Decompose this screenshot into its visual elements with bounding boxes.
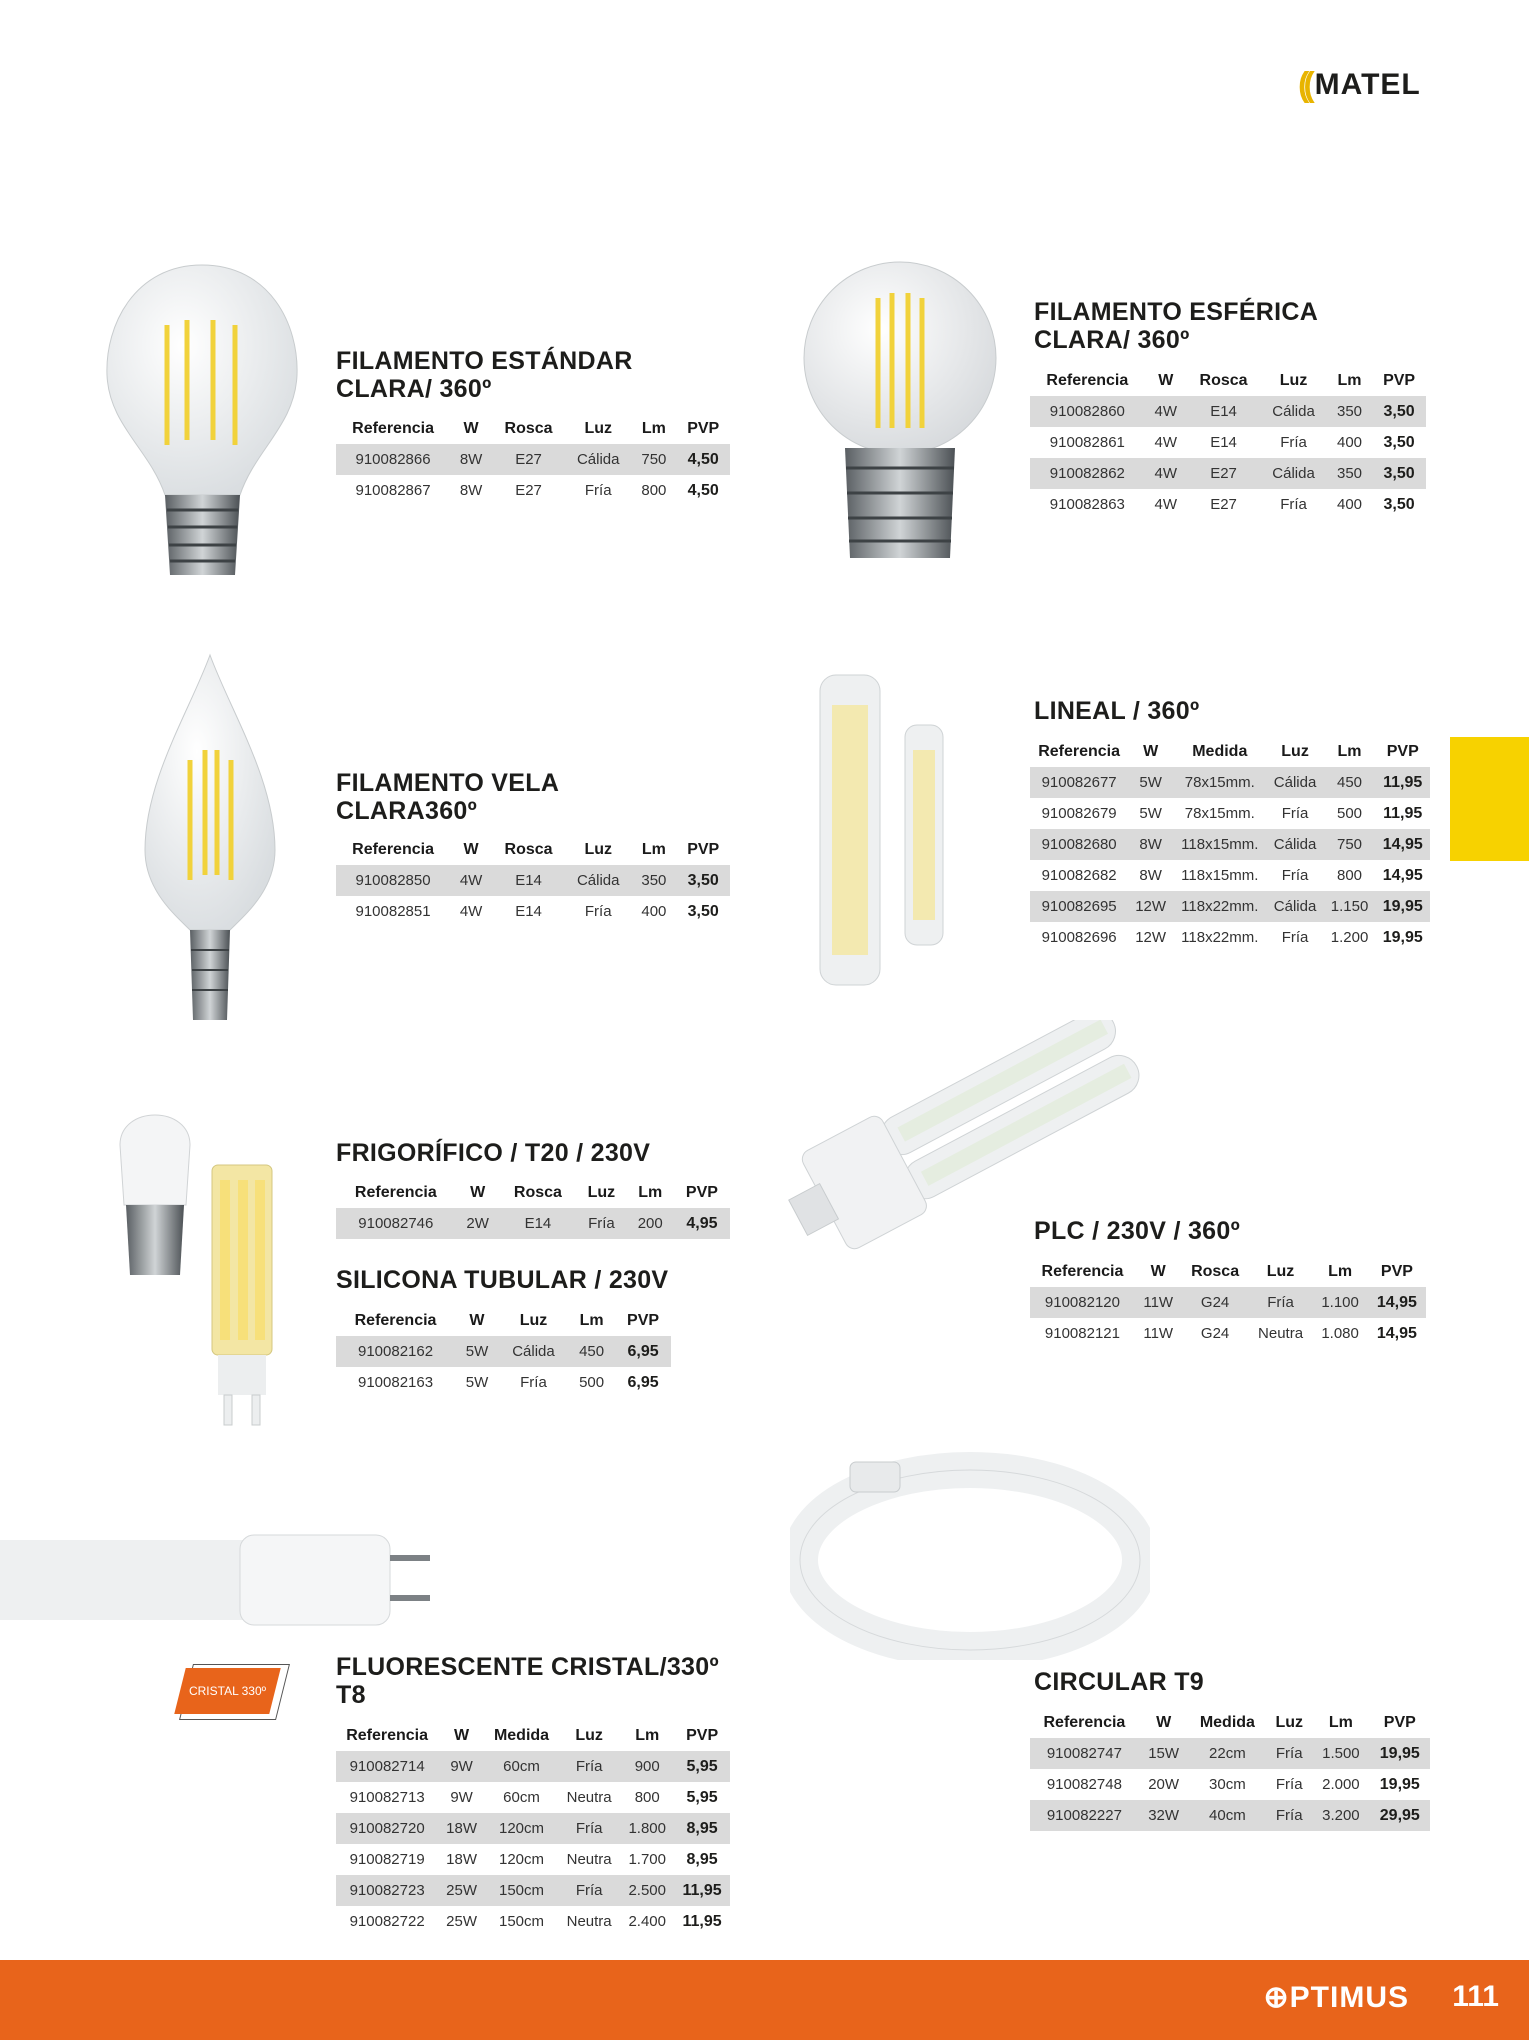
column-header: Luz	[1279, 371, 1308, 389]
table-row	[1030, 860, 1430, 891]
brand-mark-icon: ((	[1298, 66, 1309, 104]
table-cell: 8W	[1128, 829, 1173, 860]
table-plc	[1030, 1256, 1426, 1349]
price-cell: 4,95	[674, 1208, 730, 1239]
table-cell: 400	[641, 903, 667, 920]
table-cell: E14	[1210, 434, 1237, 451]
price-cell: 29,95	[1370, 1800, 1430, 1831]
table-row	[336, 896, 730, 927]
column-header: PVP	[687, 840, 720, 858]
table-header-row	[336, 413, 730, 444]
price-cell: 8,95	[674, 1813, 730, 1844]
price-cell: 19,95	[1375, 891, 1430, 922]
footer-brand: ⊕PTIMUS	[1263, 1981, 1409, 2014]
table-row	[336, 444, 730, 475]
table-filamento-esferica	[1030, 365, 1426, 520]
table-cell: Neutra	[566, 1789, 612, 1806]
table-cell: 5W	[465, 1374, 489, 1391]
column-header: Medida	[1199, 1713, 1255, 1731]
table-cell: 910082163	[358, 1374, 434, 1391]
column-header: Luz	[587, 1183, 616, 1201]
column-header: Referencia	[1038, 742, 1121, 760]
table-cell: 20W	[1148, 1776, 1180, 1793]
bulb-sphere-image	[800, 258, 1000, 573]
table-cell: Fría	[1280, 496, 1307, 513]
title-filamento-vela: FILAMENTO VELA CLARA360º	[336, 769, 560, 825]
column-header: Luz	[1281, 742, 1309, 760]
table-cell: G24	[1182, 1287, 1249, 1318]
table-cell: E14	[515, 903, 542, 920]
table-cell: 910082862	[1030, 458, 1145, 489]
table-cell: 150cm	[485, 1875, 558, 1906]
table-row	[336, 1782, 730, 1813]
table-cell: 910082680	[1030, 829, 1128, 860]
price-cell: 19,95	[1379, 1775, 1420, 1793]
table-cell: 400	[1337, 496, 1363, 513]
table-row	[1030, 458, 1426, 489]
price-cell: 5,95	[674, 1751, 730, 1782]
price-cell: 3,50	[1372, 458, 1426, 489]
table-cell: 910082723	[336, 1875, 438, 1906]
table-cell: Cálida	[1267, 767, 1324, 798]
price-cell: 6,95	[627, 1373, 659, 1391]
table-cell: 910082722	[349, 1913, 425, 1930]
table-cell: Fría	[1281, 805, 1309, 822]
table-header-row	[336, 834, 730, 865]
column-header: PVP	[686, 1726, 719, 1744]
table-row	[1030, 427, 1426, 458]
table-row	[1030, 1800, 1430, 1831]
price-cell: 14,95	[1368, 1287, 1426, 1318]
column-header: W	[454, 1726, 470, 1744]
table-cell: 4W	[1145, 396, 1187, 427]
column-header: Medida	[493, 1726, 550, 1744]
table-cell: Neutra	[1258, 1325, 1304, 1342]
price-cell: 11,95	[1383, 804, 1423, 822]
table-cell: 30cm	[1209, 1776, 1246, 1793]
t8-tube-image	[0, 1510, 440, 1660]
table-cell: 750	[1324, 829, 1376, 860]
column-header: Lm	[579, 1311, 604, 1329]
table-cell: 450	[568, 1336, 615, 1367]
table-cell: 910082861	[1049, 434, 1125, 451]
table-cell: 910082719	[349, 1851, 425, 1868]
table-cell: 1.100	[1312, 1287, 1367, 1318]
table-cell: 78x15mm.	[1184, 805, 1255, 822]
column-header: PVP	[1380, 1262, 1413, 1280]
price-cell: 14,95	[1382, 866, 1423, 884]
table-row	[336, 1208, 730, 1239]
table-cell: 910082713	[349, 1789, 425, 1806]
table-cell: 120cm	[485, 1813, 558, 1844]
section-side-tab	[1450, 737, 1529, 861]
table-cell: 2.400	[628, 1913, 666, 1930]
title-circular: CIRCULAR T9	[1034, 1668, 1204, 1696]
column-header: Rosca	[513, 1183, 562, 1201]
column-header: W	[1143, 742, 1159, 760]
price-cell: 3,50	[1372, 396, 1426, 427]
table-cell: Cálida	[565, 865, 631, 896]
column-header: Medida	[1192, 742, 1248, 760]
table-row	[1030, 798, 1430, 829]
table-cell: 120cm	[498, 1851, 545, 1868]
table-cell: Neutra	[566, 1851, 612, 1868]
column-header: Rosca	[504, 840, 553, 858]
table-cell: 2.000	[1322, 1776, 1360, 1793]
column-header: Referencia	[1041, 1262, 1124, 1280]
column-header: PVP	[1383, 371, 1416, 389]
table-row	[1030, 891, 1430, 922]
column-header: Luz	[575, 1726, 603, 1744]
title-lineal: LINEAL / 360º	[1034, 697, 1200, 725]
table-row	[336, 1906, 730, 1937]
table-circular	[1030, 1707, 1430, 1831]
table-cell: Fría	[1275, 1776, 1303, 1793]
table-filamento-vela	[336, 834, 730, 927]
table-row	[336, 1875, 730, 1906]
table-row	[336, 1751, 730, 1782]
table-cell: 4W	[1154, 434, 1178, 451]
column-header: PVP	[685, 1183, 718, 1201]
table-cell: 800	[1337, 867, 1363, 884]
table-cell: 12W	[1128, 891, 1173, 922]
price-cell: 3,50	[676, 865, 730, 896]
table-header-row	[336, 1177, 730, 1208]
table-cell: Cálida	[1267, 829, 1324, 860]
table-cell: Cálida	[1260, 458, 1327, 489]
table-cell: 9W	[450, 1789, 473, 1806]
column-header: Lm	[641, 840, 666, 858]
column-header: Referencia	[352, 840, 434, 858]
brand-name: MATEL	[1314, 68, 1421, 101]
table-cell: 12W	[1135, 929, 1167, 946]
table-cell: 200	[627, 1208, 674, 1239]
price-cell: 11,95	[674, 1875, 730, 1906]
table-cell: 500	[1337, 805, 1363, 822]
table-cell: 350	[1327, 396, 1372, 427]
table-cell: Fría	[1266, 1800, 1312, 1831]
table-cell: 118x15mm.	[1173, 829, 1266, 860]
column-header: Referencia	[346, 1726, 429, 1744]
column-header: W	[1158, 371, 1174, 389]
table-cell: 18W	[438, 1813, 485, 1844]
table-row	[336, 1844, 730, 1875]
table-row	[336, 1336, 671, 1367]
table-cell: 800	[634, 1789, 660, 1806]
column-header: PVP	[1386, 742, 1419, 760]
table-row	[1030, 1318, 1426, 1349]
table-row	[336, 1367, 671, 1398]
table-cell: 25W	[438, 1875, 485, 1906]
table-cell: 910082850	[336, 865, 450, 896]
price-cell: 14,95	[1375, 829, 1430, 860]
price-cell: 11,95	[682, 1912, 722, 1930]
price-cell: 4,50	[687, 481, 719, 499]
table-row	[336, 1813, 730, 1844]
cristal-badge	[180, 1668, 275, 1714]
table-cell: Fría	[558, 1751, 620, 1782]
bulb-candle-image	[135, 650, 285, 1030]
table-cell: Cálida	[499, 1336, 568, 1367]
table-cell: Fría	[1266, 1738, 1312, 1769]
table-cell: 910082677	[1030, 767, 1128, 798]
table-cell: 8W	[459, 482, 483, 499]
table-cell: 350	[1327, 458, 1372, 489]
table-row	[1030, 489, 1426, 520]
table-cell: 11W	[1135, 1287, 1182, 1318]
table-cell: 910082866	[336, 444, 450, 475]
table-cell: 910082120	[1030, 1287, 1135, 1318]
price-cell: 4,50	[676, 444, 730, 475]
circular-lamp-image	[790, 1450, 1150, 1660]
title-plc: PLC / 230V / 360º	[1034, 1217, 1241, 1245]
column-header: W	[463, 419, 479, 437]
price-cell: 3,50	[1383, 433, 1415, 451]
title-fluorescente: FLUORESCENTE CRISTAL/330º T8	[336, 1653, 719, 1709]
table-cell: 9W	[438, 1751, 485, 1782]
column-header: Lm	[1337, 742, 1362, 760]
table-cell: Cálida	[1260, 396, 1327, 427]
cristal-badge-label: CRISTAL 330º	[188, 1684, 267, 1698]
table-header-row	[1030, 1707, 1430, 1738]
table-cell: 5W	[1139, 805, 1162, 822]
column-header: W	[469, 1311, 485, 1329]
column-header: Lm	[641, 419, 666, 437]
table-cell: Fría	[584, 482, 612, 499]
table-row	[1030, 922, 1430, 953]
table-row	[1030, 1769, 1430, 1800]
table-cell: 750	[631, 444, 676, 475]
table-filamento-estandar	[336, 413, 730, 506]
table-cell: 118x22mm.	[1173, 891, 1266, 922]
table-cell: 3.200	[1312, 1800, 1369, 1831]
table-cell: 910082851	[355, 903, 431, 920]
column-header: Lm	[1328, 1713, 1353, 1731]
column-header: PVP	[687, 419, 720, 437]
table-cell: 2.500	[620, 1875, 674, 1906]
price-cell: 3,50	[1383, 495, 1415, 513]
column-header: Luz	[519, 1311, 548, 1329]
table-cell: 11W	[1143, 1325, 1174, 1342]
table-cell: 910082121	[1044, 1325, 1120, 1342]
table-cell: 5W	[1128, 767, 1173, 798]
table-cell: 32W	[1139, 1800, 1189, 1831]
table-cell: Fría	[520, 1374, 547, 1391]
bulb-standard-image	[95, 255, 310, 595]
table-cell: 450	[1324, 767, 1376, 798]
table-cell: 910082863	[1049, 496, 1125, 513]
table-cell: 150cm	[498, 1913, 545, 1930]
table-cell: 1.080	[1321, 1325, 1359, 1342]
table-cell: Neutra	[566, 1913, 612, 1930]
column-header: Rosca	[1199, 371, 1248, 389]
column-header: Referencia	[354, 1183, 437, 1201]
price-cell: 11,95	[1375, 767, 1430, 798]
column-header: W	[463, 840, 479, 858]
table-row	[1030, 1738, 1430, 1769]
table-cell: 400	[1337, 434, 1363, 451]
column-header: Lm	[635, 1726, 660, 1744]
table-cell: 910082679	[1041, 805, 1117, 822]
column-header: Rosca	[504, 419, 553, 437]
table-cell: Fría	[1281, 867, 1309, 884]
table-cell: 118x22mm.	[1181, 929, 1259, 946]
table-cell: 910082746	[336, 1208, 456, 1239]
table-cell: Fría	[1280, 434, 1307, 451]
table-cell: 60cm	[485, 1751, 558, 1782]
table-cell: 78x15mm.	[1173, 767, 1266, 798]
table-cell: E14	[500, 1208, 577, 1239]
table-cell: E27	[515, 482, 542, 499]
table-cell: 25W	[446, 1913, 478, 1930]
table-cell: 910082720	[336, 1813, 438, 1844]
page-number: 111	[1452, 1980, 1499, 2013]
table-cell: 2W	[456, 1208, 500, 1239]
column-header: Luz	[1266, 1262, 1295, 1280]
title-filamento-esferica: FILAMENTO ESFÉRICA CLARA/ 360º	[1034, 298, 1319, 354]
table-header-row	[336, 1305, 671, 1336]
table-cell: Fría	[1281, 929, 1309, 946]
table-cell: 900	[620, 1751, 674, 1782]
table-cell: 8W	[450, 444, 492, 475]
table-cell: 910082714	[336, 1751, 438, 1782]
table-cell: 1.800	[620, 1813, 674, 1844]
price-cell: 6,95	[615, 1336, 671, 1367]
table-cell: 8W	[1139, 867, 1162, 884]
table-cell: 4W	[450, 865, 492, 896]
table-cell: 60cm	[503, 1789, 540, 1806]
table-row	[1030, 1287, 1426, 1318]
table-cell: 1.500	[1312, 1738, 1369, 1769]
price-cell: 3,50	[687, 902, 719, 920]
table-row	[1030, 829, 1430, 860]
table-cell: 500	[579, 1374, 605, 1391]
table-cell: 18W	[446, 1851, 478, 1868]
table-row	[1030, 396, 1426, 427]
table-cell: 910082867	[355, 482, 431, 499]
table-cell: 40cm	[1188, 1800, 1266, 1831]
table-cell: 15W	[1139, 1738, 1189, 1769]
table-lineal	[1030, 736, 1430, 953]
table-cell: E27	[1187, 458, 1260, 489]
table-row	[1030, 767, 1430, 798]
table-cell: 910082227	[1030, 1800, 1139, 1831]
table-cell: 4W	[1154, 496, 1178, 513]
price-cell: 19,95	[1370, 1738, 1430, 1769]
footer-bar	[0, 1960, 1529, 2040]
column-header: Referencia	[354, 1311, 437, 1329]
table-cell: 910082747	[1030, 1738, 1139, 1769]
table-cell: Fría	[1249, 1287, 1313, 1318]
table-cell: 5W	[455, 1336, 499, 1367]
column-header: Rosca	[1191, 1262, 1240, 1280]
table-cell: E14	[1187, 396, 1260, 427]
table-cell: 910082682	[1041, 867, 1117, 884]
table-fluorescente	[336, 1720, 730, 1937]
lineal-lamps-image	[800, 665, 975, 995]
column-header: Luz	[584, 840, 612, 858]
title-frigorifico: FRIGORÍFICO / T20 / 230V	[336, 1139, 651, 1167]
table-cell: 118x15mm.	[1181, 867, 1259, 884]
column-header: Luz	[584, 419, 612, 437]
table-header-row	[336, 1720, 730, 1751]
table-cell: 22cm	[1188, 1738, 1266, 1769]
table-cell: 1.150	[1324, 891, 1376, 922]
title-filamento-estandar: FILAMENTO ESTÁNDAR CLARA/ 360º	[336, 347, 633, 403]
price-cell: 19,95	[1382, 928, 1423, 946]
price-cell: 14,95	[1376, 1324, 1417, 1342]
table-header-row	[1030, 365, 1426, 396]
table-cell: 1.200	[1330, 929, 1369, 946]
column-header: PVP	[1383, 1713, 1416, 1731]
table-cell: E27	[492, 444, 565, 475]
column-header: Lm	[1328, 1262, 1353, 1280]
table-cell: 350	[631, 865, 676, 896]
brand-logo	[1298, 68, 1421, 102]
table-cell: Cálida	[565, 444, 631, 475]
fridge-silicone-image	[100, 1095, 290, 1435]
table-frigorifico	[336, 1177, 730, 1239]
table-header-row	[1030, 736, 1430, 767]
table-row	[336, 475, 730, 506]
column-header: Referencia	[1043, 1713, 1126, 1731]
column-header: PVP	[627, 1311, 660, 1329]
table-cell: 1.700	[628, 1851, 666, 1868]
price-cell: 5,95	[686, 1788, 718, 1806]
column-header: Lm	[1337, 371, 1362, 389]
column-header: Luz	[1275, 1713, 1303, 1731]
column-header: W	[1156, 1713, 1172, 1731]
table-cell: 910082860	[1030, 396, 1145, 427]
price-cell: 8,95	[686, 1850, 718, 1868]
column-header: W	[1150, 1262, 1166, 1280]
table-row	[336, 865, 730, 896]
table-cell: Fría	[558, 1875, 620, 1906]
table-cell: 800	[641, 482, 667, 499]
table-header-row	[1030, 1256, 1426, 1287]
table-silicona	[336, 1305, 671, 1398]
table-cell: E14	[492, 865, 565, 896]
table-cell: Fría	[584, 903, 612, 920]
plc-lamp-image	[780, 1020, 1180, 1290]
title-silicona: SILICONA TUBULAR / 230V	[336, 1266, 669, 1294]
table-cell: 910082696	[1041, 929, 1117, 946]
column-header: W	[470, 1183, 486, 1201]
table-cell: Cálida	[1267, 891, 1324, 922]
table-cell: Fría	[576, 1208, 626, 1239]
table-cell: 4W	[1145, 458, 1187, 489]
column-header: Referencia	[352, 419, 434, 437]
table-cell: 910082695	[1030, 891, 1128, 922]
table-cell: G24	[1200, 1325, 1230, 1342]
column-header: Referencia	[1046, 371, 1129, 389]
table-cell: 910082748	[1046, 1776, 1122, 1793]
table-cell: Fría	[558, 1813, 620, 1844]
table-cell: 910082162	[336, 1336, 455, 1367]
column-header: Lm	[638, 1183, 663, 1201]
table-cell: E27	[1210, 496, 1237, 513]
table-cell: 4W	[459, 903, 483, 920]
